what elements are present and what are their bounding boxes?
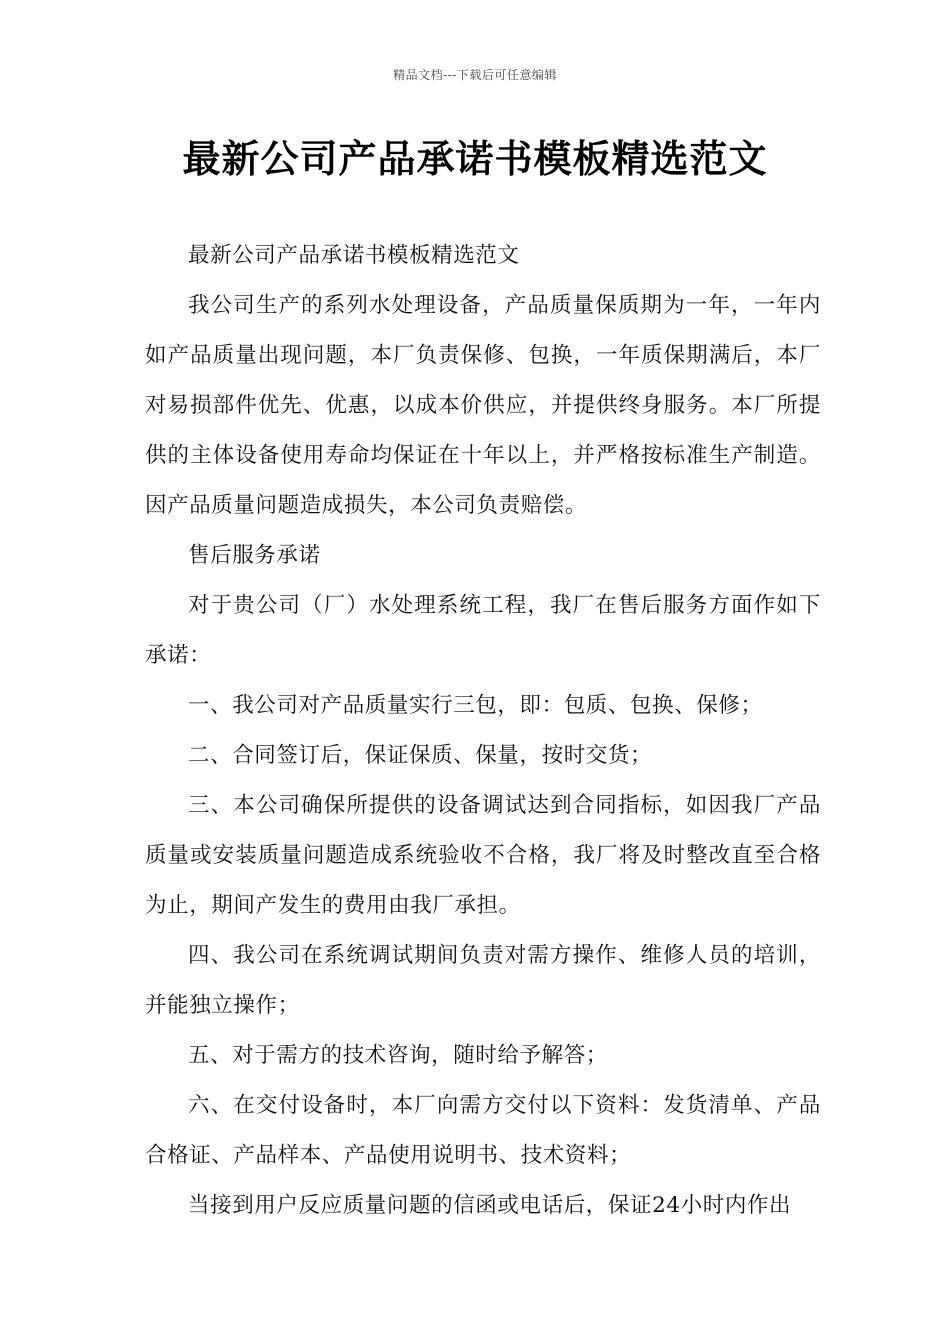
paragraph-item-1: 一、我公司对产品质量实行三包，即：包质、包换、保修； <box>188 693 763 718</box>
paragraph-item-4: 四、我公司在系统调试期间负责对需方操作、维修人员的培训，并能独立操作； <box>145 943 821 1018</box>
paragraph-response: 当接到用户反应质量问题的信函或电话后，保证24小时内作出 <box>188 1193 792 1218</box>
paragraph-item-2: 二、合同签订后，保证保质、保量，按时交货； <box>188 743 653 768</box>
paragraph-subtitle: 最新公司产品承诺书模板精选范文 <box>188 243 520 268</box>
paragraph-warranty: 我公司生产的系列水处理设备，产品质量保质期为一年，一年内如产品质量出现问题，本厂负责保修、包换，一年质保期满后，本厂对易损部件优先、优惠，以成本价供应，并提供终身服务。本厂所提供的主体设备使用寿命均保证在十年以上，并严格按标准生产制造。因产品质量问题造成损失，本公司负责赔偿。 <box>145 293 821 518</box>
document-body <box>145 231 821 1231</box>
paragraph-intro: 对于贵公司（厂）水处理系统工程，我厂在售后服务方面作如下承诺： <box>145 593 821 668</box>
document-title: 最新公司产品承诺书模板精选范文 <box>182 136 768 181</box>
paragraph-section-heading: 售后服务承诺 <box>188 543 321 568</box>
paragraph-item-3: 三、本公司确保所提供的设备调试达到合同指标，如因我厂产品质量或安装质量问题造成系统验收不合格，我厂将及时整改直至合格为止，期间产发生的费用由我厂承担。 <box>145 793 821 918</box>
paragraph-item-6: 六、在交付设备时，本厂向需方交付以下资料：发货清单、产品合格证、产品样本、产品使用说明书、技术资料； <box>145 1093 821 1168</box>
header-note: 精品文档---下载后可任意编辑 <box>393 68 557 82</box>
paragraph-item-5: 五、对于需方的技术咨询，随时给予解答； <box>188 1043 608 1068</box>
